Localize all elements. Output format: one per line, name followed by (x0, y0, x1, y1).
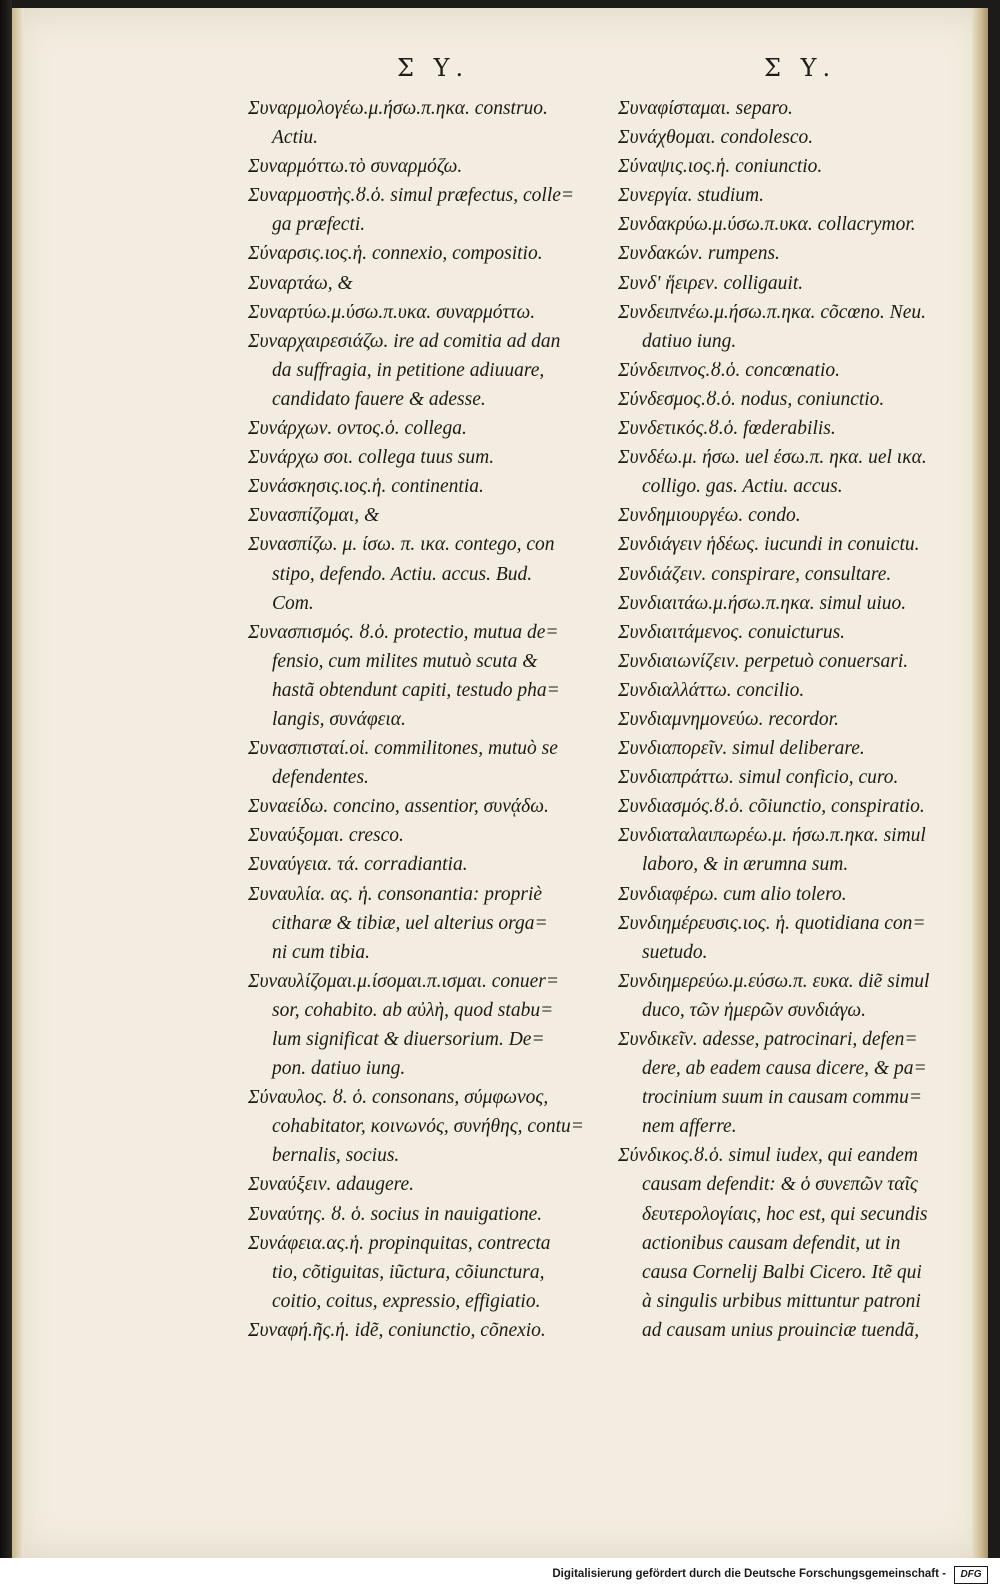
text-line: Com. (272, 592, 314, 614)
text-line: cohabitator, κοινωνός, συνήθης, contu= (272, 1116, 584, 1138)
text-line: Σύνδεσμος.ȣ.ὁ. nodus, coniunctio. (618, 388, 885, 410)
text-line: pon. datiuo iung. (272, 1058, 406, 1080)
text-line: Συναύγεια. τά. corradiantia. (248, 854, 468, 876)
text-line: Συνάχθομαι. condolesco. (618, 127, 814, 149)
text-line: Συνδιαιωνίζειν. perpetuò conuersari. (618, 650, 909, 672)
text-line: Actiu. (272, 127, 319, 149)
text-line: ga præfecti. (272, 214, 366, 236)
right-column (618, 94, 970, 1345)
text-line: Συνδέω.μ. ήσω. uel έσω.π. ηκα. uel ικα. (618, 447, 927, 469)
text-line: Συναρμόττω.τὸ συναρμόζω. (248, 156, 463, 178)
text-line: bernalis, socius. (272, 1145, 400, 1167)
text-line: fensio, cum milites mutuò scuta & (272, 650, 538, 672)
text-line: stipo, defendo. Actiu. accus. Bud. (272, 563, 533, 585)
running-head-left: Σ Υ. (397, 54, 470, 82)
text-line: ni cum tibia. (272, 941, 371, 963)
page-edge-shadow (972, 8, 988, 1558)
running-head-right: Σ Υ. (764, 54, 837, 82)
text-line: defendentes. (272, 767, 369, 789)
text-line: Συνασπίζω. μ. ίσω. π. ικα. contego, con (248, 534, 555, 556)
text-line: da suffragia, in petitione adiuuare, (272, 359, 545, 381)
text-line: Σύναψις.ιος.ἡ. coniunctio. (618, 156, 823, 178)
text-line: Συνασπισμός. ȣ.ὁ. protectio, mutua de= (248, 621, 559, 643)
text-line: datiuo iung. (642, 330, 737, 352)
text-line: lum significat & diuersorium. De= (272, 1029, 545, 1050)
text-line: Συναύτης. ȣ. ὁ. socius in nauigatione. (248, 1203, 543, 1225)
text-line: Συνεργία. studium. (618, 185, 764, 207)
text-line: Συνδιάζειν. conspirare, consultare. (618, 563, 892, 585)
text-line: Συνδιημέρευσις.ιος. ἡ. quotidiana con= (618, 912, 926, 934)
text-line: Συναύξομαι. cresco. (248, 825, 404, 847)
text-line: à singulis urbibus mittuntur patroni (642, 1290, 921, 1312)
text-line: Συνδ' ἥειρεν. colligauit. (618, 272, 804, 294)
text-line: Συνδιαφέρω. cum alio tolero. (618, 883, 847, 905)
text-line: Συναυλία. ας. ἡ. consonantia: propriè (248, 883, 543, 905)
text-line: Συνάρχων. οντος.ὁ. collega. (248, 418, 467, 440)
left-column (248, 94, 600, 1345)
text-line: Συνασπίζομαι, & (248, 505, 380, 527)
text-line: Συναρτάω, & (248, 272, 353, 294)
text-line: dere, ab eadem causa dicere, & pa= (642, 1058, 927, 1080)
text-line: Συνασπισταί.οἱ. commilitones, mutuò se (248, 738, 558, 760)
text-line: Συνδιαπορεῖν. simul deliberare. (618, 738, 865, 760)
text-line: Συναείδω. concino, assentior, συνᾴδω. (248, 796, 549, 818)
text-line: Συναυλίζομαι.μ.ίσομαι.π.ισμαι. conuer= (248, 970, 560, 992)
text-line: Συναρμοστὴς.ȣ.ὁ. simul præfectus, colle= (248, 185, 575, 207)
text-line: candidato fauere & adesse. (272, 388, 486, 410)
text-line: Συνδιαμνημονεύω. recordor. (618, 708, 839, 730)
text-line: Συναφή.ῆς.ἡ. idẽ, coniunctio, cõnexio. (248, 1319, 546, 1341)
text-line: Συναφίσταμαι. separo. (618, 98, 793, 119)
page-gutter-shadow (12, 8, 24, 1558)
text-line: Συνδειπνέω.μ.ήσω.π.ηκα. cõcœno. Neu. (618, 301, 926, 323)
text-line: laboro, & in ærumna sum. (642, 854, 849, 876)
text-line: δευτερολογίαις, hoc est, qui secundis (642, 1203, 928, 1225)
text-line: trocinium suum in causam commu= (642, 1087, 922, 1109)
text-line: Συνάρχω σοι. collega tuus sum. (248, 447, 495, 469)
dfg-logo: DFG (954, 1566, 988, 1584)
text-line: nem afferre. (642, 1116, 737, 1138)
text-line: citharæ & tibiæ, uel alterius orga= (272, 912, 548, 934)
text-line: Συνδιασμός.ȣ.ὁ. cõiunctio, conspiratio. (618, 796, 925, 818)
text-line: Σύνδικος.ȣ.ὁ. simul iudex, qui eandem (618, 1145, 919, 1167)
text-line: Σύναρσις.ιος.ἡ. connexio, compositio. (248, 243, 543, 265)
book-page (12, 8, 988, 1558)
text-line: actionibus causam defendit, ut in (642, 1232, 901, 1254)
text-line: duco, τῶν ἡμερῶν συνδιάγω. (642, 999, 867, 1021)
text-line: Συνδιαπράττω. simul conficio, curo. (618, 767, 899, 789)
text-line: Συναρμολογέω.μ.ήσω.π.ηκα. construo. (248, 98, 548, 119)
text-line: Συνδιαιτάω.μ.ήσω.π.ηκα. simul uiuo. (618, 592, 907, 614)
text-line: suetudo. (642, 941, 708, 963)
text-line: Σύναυλος. ȣ. ὁ. consonans, σύμφωνος, (248, 1087, 549, 1109)
text-line: causa Cornelij Balbi Cicero. Itẽ qui (642, 1261, 922, 1283)
text-line: hastã obtendunt capiti, testudo pha= (272, 679, 560, 701)
text-line: coitio, coitus, expressio, effigiatio. (272, 1290, 541, 1312)
text-line: tio, cõtiguitas, iũctura, cõiunctura, (272, 1261, 545, 1283)
text-line: Συνδημιουργέω. condo. (618, 505, 801, 527)
text-line: Συνδικεῖν. adesse, patrocinari, defen= (618, 1029, 918, 1050)
text-line: Συναρχαιρεσιάζω. ire ad comitia ad dan (248, 330, 561, 352)
text-line: causam defendit: & ὁ συνεπῶν ταῖς (642, 1174, 918, 1196)
text-line: Συνδιημερεύω.μ.εύσω.π. ευκα. diẽ simul (618, 970, 930, 992)
text-line: Συνδετικός.ȣ.ὁ. fœderabilis. (618, 418, 836, 440)
text-line: Συνδιαιτάμενος. conuicturus. (618, 621, 846, 643)
footer-credit-text: Digitalisierung gefördert durch die Deutsche Forschungsgemeinschaft - (552, 1568, 946, 1580)
scan-background-edge (0, 0, 12, 1560)
text-line: ad causam unius prouinciæ tuendã, (642, 1319, 920, 1341)
text-line: sor, cohabito. ab αὐλὴ, quod stabu= (272, 999, 554, 1021)
text-line: Συνδιαταλαιπωρέω.μ. ήσω.π.ηκα. simul (618, 825, 926, 847)
text-line: Συνδακών. rumpens. (618, 243, 780, 265)
text-line: Συνδακρύω.μ.ύσω.π.υκα. collacrymor. (618, 214, 916, 236)
text-line: colligo. gas. Actiu. accus. (642, 476, 843, 498)
digitization-footer (0, 1558, 1000, 1592)
text-line: langis, συνάφεια. (272, 708, 406, 730)
text-line: Συναύξειν. adaugere. (248, 1174, 415, 1196)
text-line: Συναρτύω.μ.ύσω.π.υκα. συναρμόττω. (248, 301, 536, 323)
text-line: Συνάφεια.ας.ἡ. propinquitas, contrecta (248, 1232, 551, 1254)
text-line: Συνάσκησις.ιος.ἡ. continentia. (248, 476, 484, 498)
text-line: Σύνδειπνος.ȣ.ὁ. concœnatio. (618, 359, 840, 381)
text-line: Συνδιαλλάττω. concilio. (618, 679, 805, 701)
text-line: Συνδιάγειν ἡδέως. iucundi in conuictu. (618, 534, 920, 556)
